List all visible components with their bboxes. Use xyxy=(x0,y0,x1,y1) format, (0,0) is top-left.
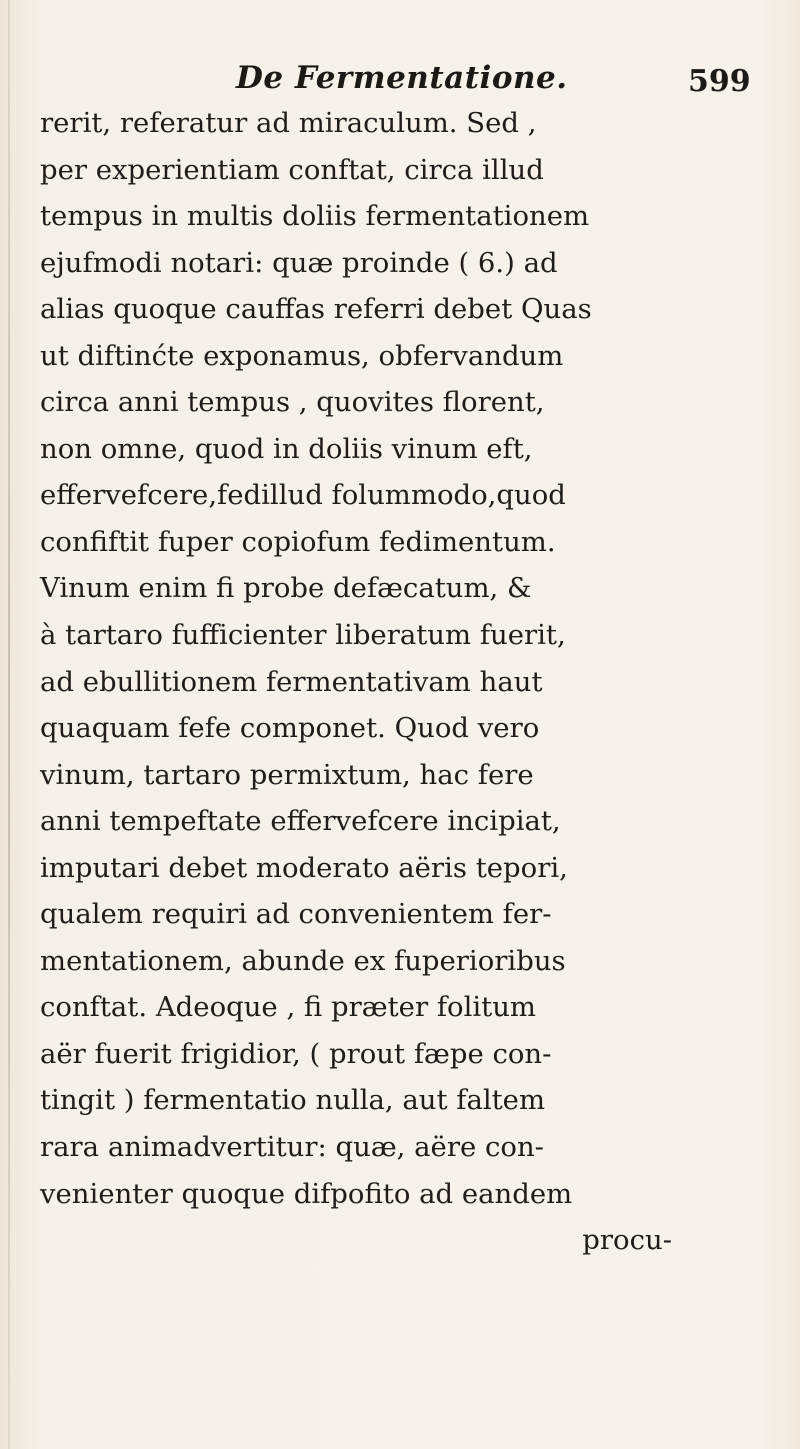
body-text xyxy=(40,100,800,1264)
text-line: non omne, quod in doliis vinum eft, xyxy=(40,432,533,465)
page-number: 599 xyxy=(688,64,751,99)
text-line: per experientiam conftat, circa illud xyxy=(40,153,544,186)
text-line: Vinum enim fi probe defæcatum, & xyxy=(40,572,532,605)
text-line: ut diftinćte exponamus, obfervandum xyxy=(40,339,564,372)
text-line: aër fuerit frigidior, ( prout fæpe con- xyxy=(40,1037,552,1070)
binding-gutter xyxy=(8,0,10,1449)
text-line: venienter quoque difpofito ad eandem xyxy=(40,1177,573,1210)
text-line: anni tempeftate effervefcere incipiat, xyxy=(40,805,561,838)
text-line: tingit ) fermentatio nulla, aut faltem xyxy=(40,1084,546,1117)
running-title: De Fermentatione. xyxy=(236,60,568,96)
text-line: ad ebullitionem fermentativam haut xyxy=(40,665,543,698)
text-line: rerit, referatur ad miraculum. Sed , xyxy=(40,107,537,139)
text-line: ejufmodi notari: quæ proinde ( 6.) ad xyxy=(40,246,558,279)
text-line: mentationem, abunde ex fuperioribus xyxy=(40,944,566,977)
text-line: rara animadvertitur: quæ, aëre con- xyxy=(40,1131,544,1164)
text-line: qualem requiri ad convenientem fer- xyxy=(40,898,552,931)
text-line: vinum, tartaro permixtum, hac fere xyxy=(40,758,534,791)
catchword: procu- xyxy=(582,1224,672,1257)
text-line: quaquam fefe componet. Quod vero xyxy=(40,712,540,745)
text-line: confiftit fuper copiofum fedimentum. xyxy=(40,525,556,558)
text-line: à tartaro fufficienter liberatum fuerit, xyxy=(40,619,566,652)
text-line: conftat. Adeoque , fi præter folitum xyxy=(40,991,536,1024)
text-line: alias quoque cauffas referri debet Quas xyxy=(40,293,592,326)
text-line: effervefcere,fedillud folummodo,quod xyxy=(40,479,566,512)
text-line: circa anni tempus , quovites florent, xyxy=(40,386,545,419)
text-line: imputari debet moderato aëris tepori, xyxy=(40,851,568,884)
text-line: tempus in multis doliis fermentationem xyxy=(40,200,590,233)
